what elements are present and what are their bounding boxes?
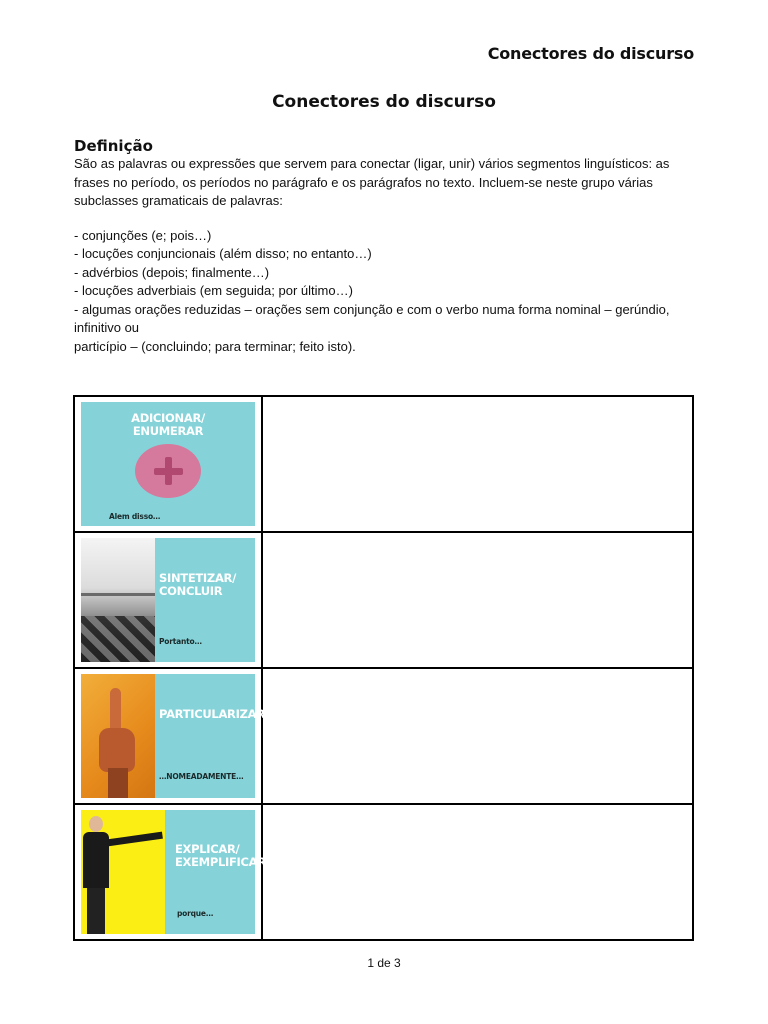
card-label: [159, 707, 265, 721]
card-sintetizar-concluir: [81, 538, 255, 662]
section-heading-definicao: Definição: [74, 137, 153, 155]
image-cell: [74, 668, 265, 804]
plus-icon: [135, 444, 201, 498]
list-item: - conjunções (e; pois…): [74, 227, 212, 243]
intro-paragraph: São as palavras ou expressões que servem para conectar (ligar, unir) vários segmentos linguísticos: as frases no período, os períodos no parágrafo e os parágrafos no texto. Incluem-se neste grupo várias subclasses gramaticais de palavras:: [74, 156, 670, 208]
card-label-line: ENUMERAR: [132, 424, 204, 438]
card-label: [175, 842, 266, 869]
answer-cell[interactable]: [262, 668, 693, 804]
list-item: - algumas orações reduzidas – orações sem conjunção e com o verbo numa forma nominal – gerúndio, infinitivo ou: [74, 301, 670, 335]
list-item: - locuções conjuncionais (além disso; no entanto…): [74, 246, 372, 261]
answer-cell[interactable]: [262, 532, 693, 668]
list-item: - advérbios (depois; finalmente…): [74, 264, 270, 280]
subclass-list: [74, 227, 699, 357]
card-example: …NOMEADAMENTE…: [159, 772, 244, 781]
list-item: - locuções adverbiais (em seguida; por último…): [74, 283, 353, 298]
running-header: Conectores do discurso: [487, 44, 694, 63]
pointing-man-icon: [81, 810, 165, 934]
connectors-table: [73, 395, 694, 941]
card-label-line: SINTETIZAR/: [159, 571, 237, 585]
card-particularizar: [81, 674, 265, 798]
table-row: [74, 668, 693, 804]
card-label: [81, 412, 255, 438]
image-cell: [74, 396, 262, 532]
image-cell: [74, 532, 262, 668]
answer-cell[interactable]: [262, 804, 693, 940]
card-label-line: PARTICULARIZAR: [159, 707, 265, 721]
card-example: Alem disso…: [109, 512, 161, 521]
pointing-hand-icon: [81, 674, 155, 798]
definition-body: [74, 155, 699, 356]
card-label-line: EXPLICAR/: [175, 842, 240, 856]
image-cell: [74, 804, 266, 940]
table-row: [74, 396, 693, 532]
pier-photo-icon: [81, 538, 155, 662]
document-title: Conectores do discurso: [272, 92, 496, 112]
card-label: [159, 572, 255, 598]
table-row: [74, 804, 693, 940]
table-row: [74, 532, 693, 668]
card-label-line: CONCLUIR: [159, 584, 223, 598]
card-example: Portanto…: [159, 637, 202, 646]
card-example: porque…: [177, 909, 214, 918]
answer-cell[interactable]: [262, 396, 693, 532]
list-item: particípio – (concluindo; para terminar; feito isto).: [74, 338, 356, 354]
card-label-line: EXEMPLIFICAR: [175, 855, 266, 869]
page-number: 1 de 3: [367, 956, 401, 970]
card-label-line: ADICIONAR/: [131, 411, 205, 425]
card-adicionar-enumerar: [81, 402, 255, 526]
card-explicar-exemplificar: [81, 810, 266, 934]
